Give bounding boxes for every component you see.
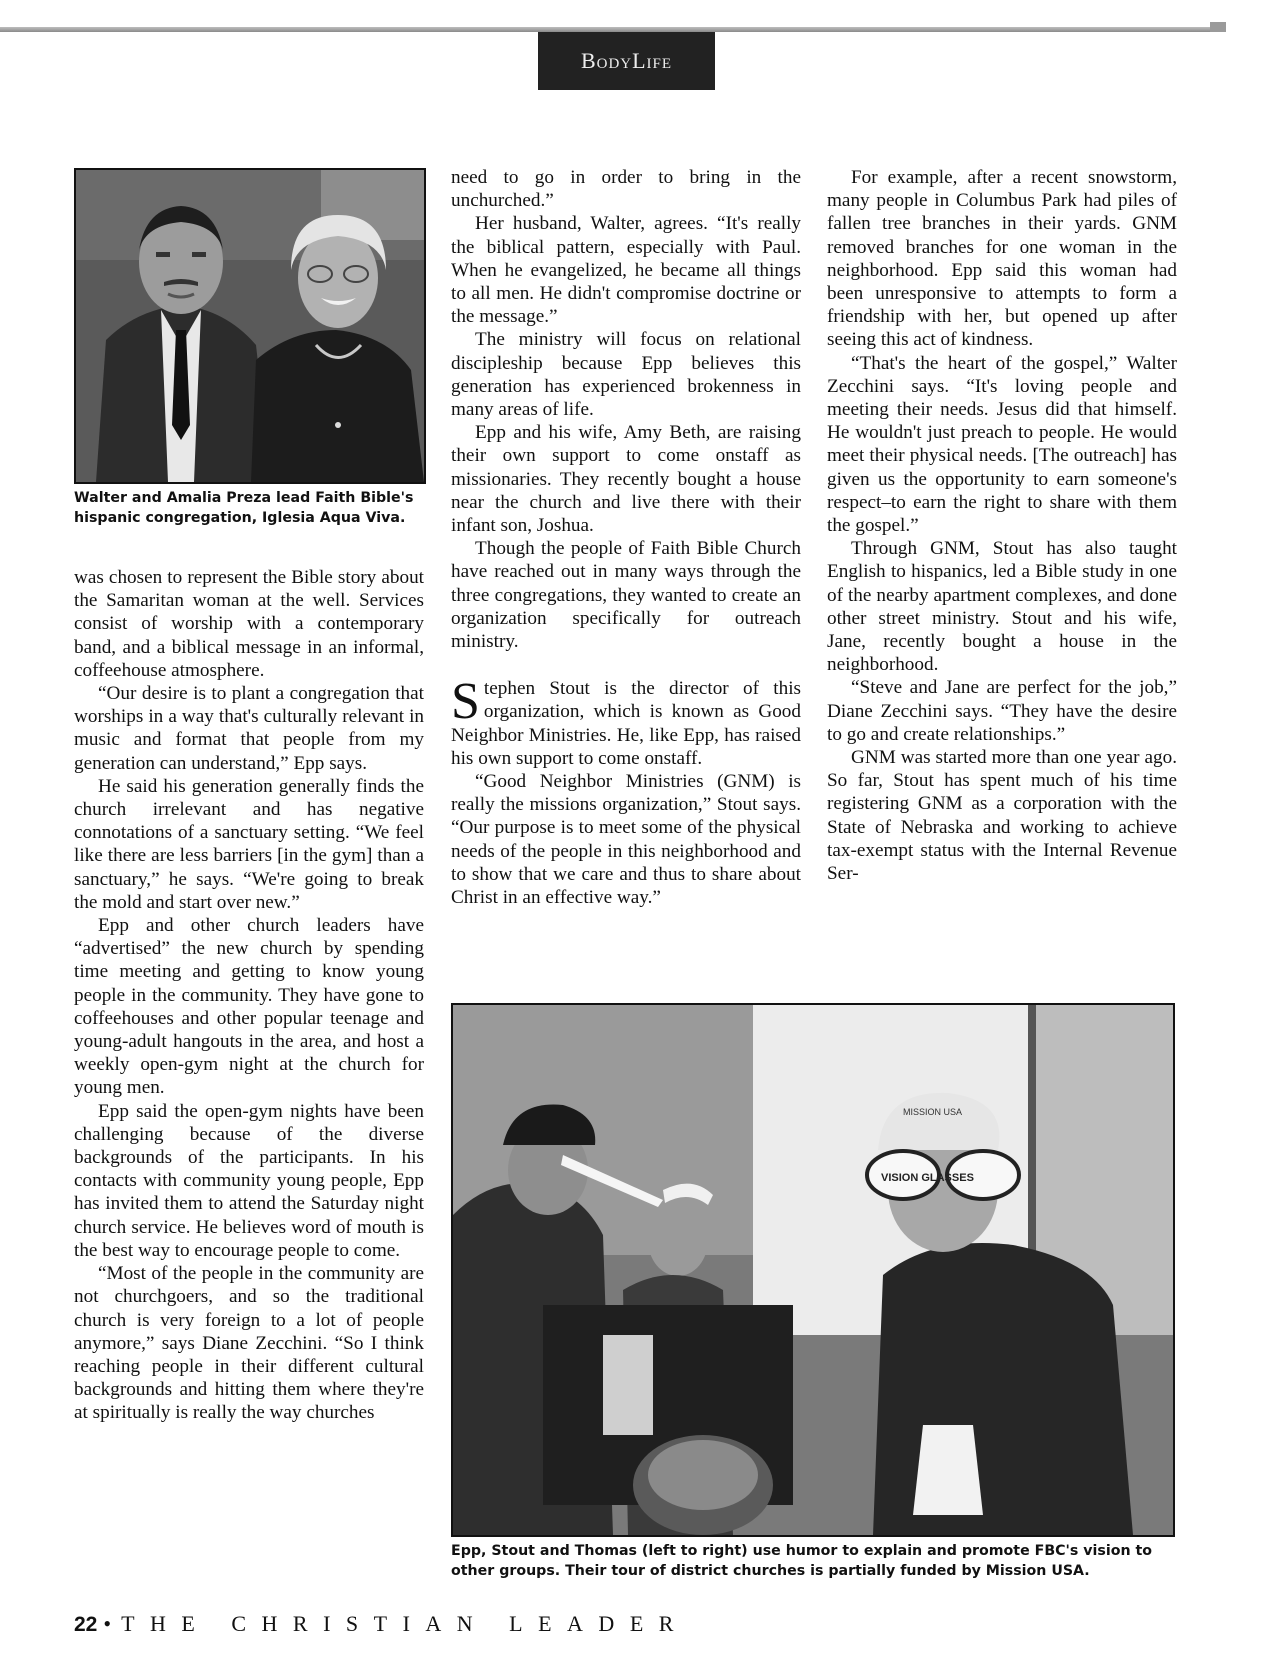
paragraph: need to go in order to bring in the unchurched.” (451, 167, 801, 212)
paragraph: Her husband, Walter, agrees. “It's really the biblical pattern, especially with Paul. When he evangelized, he became all things to all men. He didn't compromise doctrine or the message.” (451, 213, 801, 328)
paragraph: was chosen to represent the Bible story about the Samaritan woman at the well. Services consist of worship with a contemporary band, and a biblical message in an informal, coffeehouse atmosphere. (74, 567, 424, 681)
drop-cap: S (451, 673, 480, 731)
paragraph: He said his generation generally finds the church irrelevant and has negative connotations of a sanctuary setting. “We feel like there are less barriers [in the gym] than a sanctuary,” he says. “We're going to break the mold and start over new.” (74, 775, 424, 913)
paragraph: “That's the heart of the gospel,” Walter Zecchini says. “It's loving people and meeting their needs. Jesus did that himself. He wouldn't just preach to people. He would meet their physical needs. [The outreach] has given us the opportunity to earn someone's respect–to earn the right to share with them the gospel.” (827, 352, 1177, 537)
preza-couple-illustration (76, 170, 424, 482)
paragraph: Though the people of Faith Bible Church have reached out in many ways through the three congregations, they wanted to create an organization specifically for outreach ministry. (451, 538, 801, 653)
magazine-name: THE CHRISTIAN LEADER (121, 1611, 689, 1636)
page-footer (74, 1611, 689, 1637)
paragraph: Epp said the open-gym nights have been challenging because of the diverse backgrounds of the participants. In his contacts with community young people, Epp has invited them to attend the Saturday night church service. He believes word of mouth is the best way to encourage people to come. (74, 1100, 424, 1261)
paragraph: The ministry will focus on relational discipleship because Epp believes this generation has experienced brokenness in many areas of life. (451, 329, 801, 421)
glasses-text: VISION GLASSES (881, 1172, 974, 1184)
paragraph: “Our desire is to plant a congregation that worships in a way that's culturally relevant in music and format that people from my generation can understand,” Epp says. (74, 683, 424, 774)
column-3 (827, 166, 1177, 885)
paragraph: Epp and other church leaders have “advertised” the new church by spending time meeting and getting to know young people in the community. They have gone to coffeehouses and other popular teenage and young-adult hangouts in the area, and host a weekly open-gym night at the church for young men. (74, 915, 424, 1099)
paragraph: “Steve and Jane are perfect for the job,” Diane Zecchini says. “They have the desire to go and create relationships.” (827, 677, 1177, 745)
column-1 (74, 566, 424, 1425)
hat-text: MISSION USA (903, 1107, 963, 1117)
top-rule-end (1210, 22, 1226, 32)
paragraph: “Most of the people in the community are not churchgoers, and so the traditional church is very foreign to a lot of people anymore,” says Diane Zecchini. “So I think reaching people in their different cultural backgrounds and hitting them where they're at spiritually is really the way churches (74, 1263, 424, 1424)
paragraph: Through GNM, Stout has also taught English to hispanics, led a Bible study in one of the nearby apartment complexes, and done other street ministry. Stout and his wife, Jane, recently bought a house in the neighborhood. (827, 538, 1177, 676)
footer-bullet: • (103, 1611, 112, 1636)
paragraph: “Good Neighbor Ministries (GNM) is really the missions organization,” Stout says. “Our purpose is to meet some of the physical needs of the people in this neighborhood and to show that we care and thus to share about Christ in an effective way.” (451, 771, 801, 909)
paragraph-text: tephen Stout is the director of this organization, which is known as Good Neighbor Ministries. He, like Epp, has raised his own support to come onstaff. (451, 678, 801, 769)
top-photo-caption: Walter and Amalia Preza lead Faith Bible's hispanic congregation, Iglesia Aqua Viva. (74, 490, 414, 526)
paragraph: GNM was started more than one year ago. So far, Stout has spent much of his time registering GNM as a corporation with the State of Nebraska and working to achieve tax-exempt status with the Internal Revenue Ser- (827, 747, 1177, 885)
vision-glasses-photo (451, 1003, 1175, 1537)
paragraph: Epp and his wife, Amy Beth, are raising their own support to come onstaff as missionaries. They recently bought a house near the church and live there with their infant son, Joshua. (451, 422, 801, 537)
group-photo-illustration (453, 1005, 1173, 1535)
bottom-photo-caption: Epp, Stout and Thomas (left to right) use humor to explain and promote FBC's vision to other groups. Their tour of district churches is partially funded by Mission USA. (451, 1543, 1153, 1579)
dropcap-paragraph (451, 673, 801, 770)
section-header: BodyLife (538, 32, 715, 90)
page-number: 22 (74, 1613, 98, 1636)
column-2 (451, 166, 801, 909)
preza-couple-photo (74, 168, 426, 484)
paragraph: For example, after a recent snowstorm, many people in Columbus Park had piles of fallen tree branches in their yards. GNM removed branches for one woman in the neighborhood. Epp said this woman had been unresponsive to attempts to form a friendship with her, but opened up after seeing this act of kindness. (827, 167, 1177, 351)
